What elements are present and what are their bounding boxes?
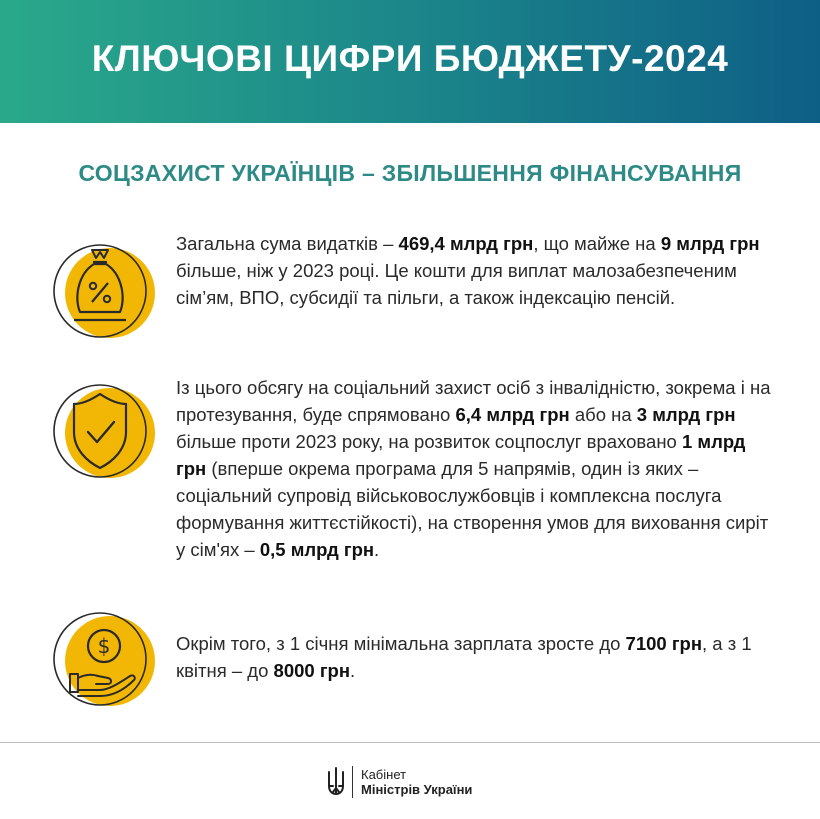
block-text (176, 374, 776, 563)
footer-separator (352, 766, 353, 798)
text-run: більше, ніж у 2023 році. Це кошти для виплат малозабезпеченим сім’ям, ВПО, субсидії та пільги, а також індексацію пенсій. (176, 260, 737, 308)
text-run: . (350, 660, 356, 681)
text-run: (вперше окрема програма для 5 напрямів, один із яких – соціальний супровід військовослужбовців і комплексна послуга формування життєстійкості), на створення умов для виховання сиріт у сім'ях – (176, 458, 769, 560)
svg-text:$: $ (97, 634, 111, 658)
text-run: , що майже на (533, 233, 661, 254)
footer-text (361, 767, 472, 797)
footer-line-1: Кабінет (361, 767, 407, 782)
header-banner (0, 0, 820, 123)
text-run: або на (569, 404, 637, 425)
block-text (176, 630, 776, 684)
money-bag-percent-icon (48, 236, 158, 346)
text-run: більше проти 2023 року, на розвиток соцпослуг враховано (176, 431, 682, 452)
trident-icon (326, 766, 346, 798)
text-run: . (374, 539, 380, 560)
text-run: Окрім того, з 1 січня мінімальна зарплата зросте до (176, 633, 626, 654)
highlight-amount: 1 млрд грн (176, 431, 746, 479)
highlight-amount: 6,4 млрд грн (455, 404, 570, 425)
highlight-amount: 0,5 млрд грн (259, 539, 375, 560)
footer-logo (326, 764, 472, 800)
text-run: Загальна сума видатків – (176, 233, 399, 254)
highlight-amount: 9 млрд грн (660, 233, 760, 254)
footer-divider (0, 742, 820, 743)
highlight-amount: 469,4 млрд грн (398, 233, 534, 254)
block-text (176, 230, 776, 311)
highlight-amount: 7100 грн (625, 633, 703, 654)
page-title: КЛЮЧОВІ ЦИФРИ БЮДЖЕТУ-2024 (91, 37, 729, 79)
footer-line-2: Міністрів України (361, 782, 473, 797)
hand-coin-icon (48, 604, 158, 714)
highlight-amount: 8000 грн (273, 660, 351, 681)
text-run: , а з 1 квітня – до (176, 633, 752, 681)
text-run: Із цього обсягу на соціальний захист осіб з інвалідністю, зокрема і на протезування, буде спрямовано (176, 377, 771, 425)
shield-check-icon (48, 376, 158, 486)
section-title: СОЦЗАХИСТ УКРАЇНЦІВ – ЗБІЛЬШЕННЯ ФІНАНСУВАННЯ (78, 160, 742, 186)
highlight-amount: 3 млрд грн (636, 404, 736, 425)
